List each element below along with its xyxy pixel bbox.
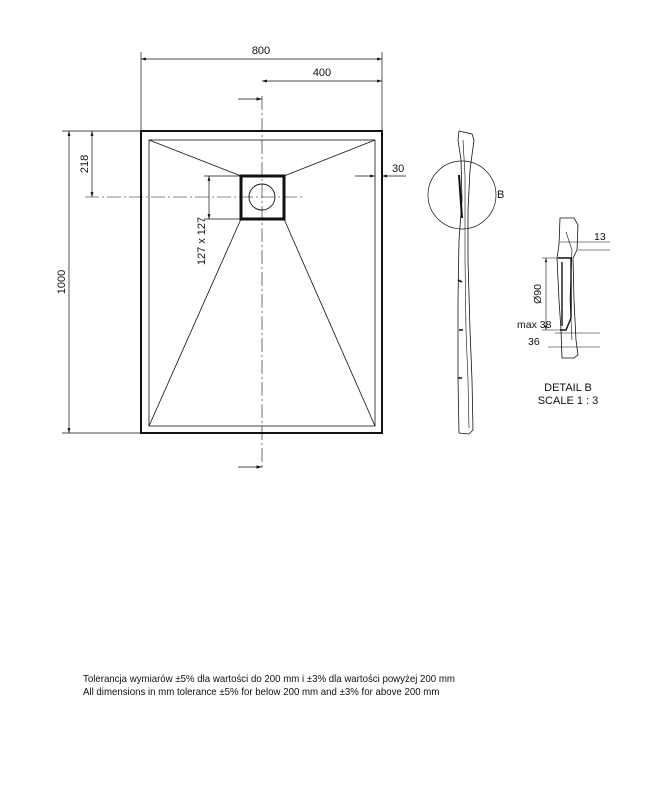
tolerance-notes	[83, 673, 455, 699]
detail-scale: SCALE 1 : 3	[537, 395, 599, 407]
label-top-thickness: 13	[594, 231, 606, 243]
dim-overall-length	[62, 131, 140, 433]
label-edge-rim: 30	[392, 163, 405, 175]
note-english: All dimensions in mm tolerance ±5% for below 200 mm and ±3% for above 200 mm	[83, 686, 440, 698]
dim-overall-width	[141, 52, 382, 130]
label-drain-size: 127 x 127	[196, 216, 208, 266]
label-drain-offset: 218	[79, 154, 91, 174]
dim-drain-size	[204, 176, 240, 219]
note-polish: Tolerancja wymiarów ±5% dla wartości do 200 mm i ±3% dla wartości powyżej 200 mm	[83, 673, 455, 685]
section-view	[428, 131, 496, 434]
detail-title: DETAIL B	[544, 382, 592, 394]
label-max: max 38	[517, 319, 552, 331]
label-bottom-value: 36	[528, 336, 540, 348]
label-overall-width: 800	[251, 45, 271, 57]
detail-marker: B	[497, 189, 505, 201]
label-overall-length: 1000	[56, 269, 68, 295]
label-half-width: 400	[312, 67, 332, 79]
section-profile	[458, 131, 474, 434]
plan-view	[62, 52, 406, 470]
center-marks	[238, 99, 262, 467]
center-lines	[85, 96, 305, 470]
plan-dim-labels	[56, 45, 404, 294]
drain-outline	[241, 176, 284, 219]
label-drain-diameter: Ø90	[532, 284, 544, 304]
detail-profile	[557, 218, 578, 358]
